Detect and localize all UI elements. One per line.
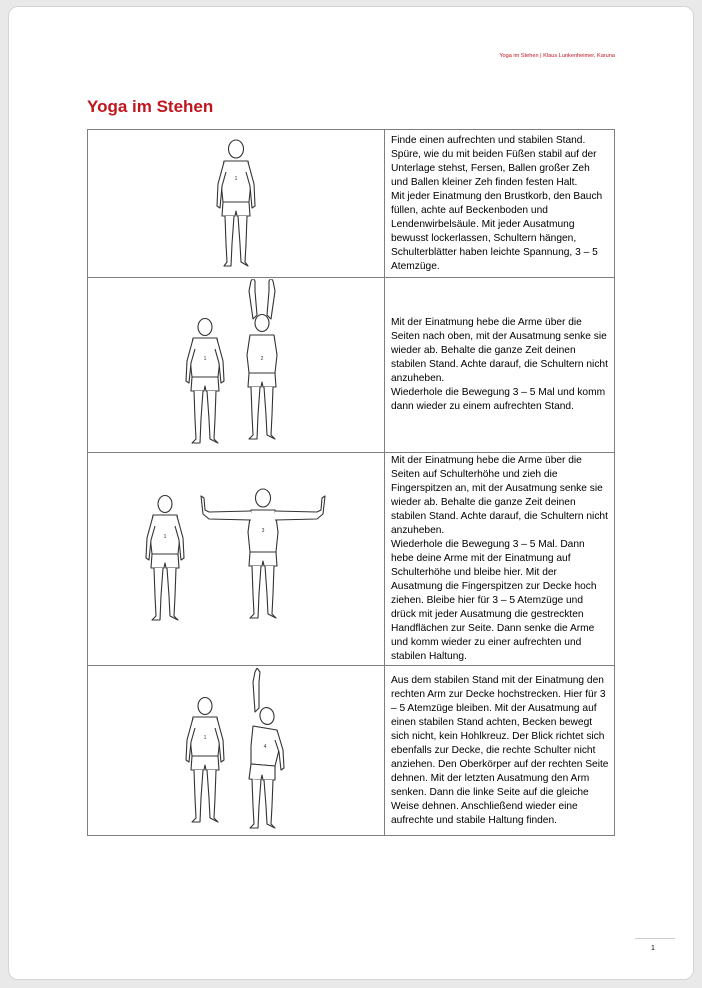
figure-cell [88, 278, 385, 453]
figure-illustration [181, 279, 291, 451]
figure-number: 1 [203, 734, 207, 741]
instruction-cell [385, 130, 615, 278]
table-row [88, 453, 615, 666]
figure-illustration [206, 134, 266, 274]
instruction-text: Mit der Einatmung hebe die Arme über die Seiten nach oben, mit der Ausatmung senke sie wieder ab. Behalte die ganze Zeit deinen stabilen Stand. Achte darauf, die Schultern nicht anzuheben. Wiederhole die Bewegung 3 – 5 Mal und komm dann wieder zu einem aufrechten Stand. [391, 317, 608, 412]
instruction-text: Aus dem stabilen Stand mit der Einatmung den rechten Arm zur Decke hochstrecken. Hier für 3 – 5 Atemzüge bleiben. Mit der Ausatmung auf einen stabilen Stand achten, Becken bewegt sich nicht, kein Hohlkreuz. Der Blick richtet sich ebenfalls zur Decke, die rechte Schulter nicht anziehen. Den Oberkörper auf der rechten Seite dehnen. Mit der letzten Ausatmung den Arm senken. Dann die linke Seite auf die gleiche Weise dehnen. Anschließend wieder eine aufrechte und stabile Haltung finden. [391, 674, 609, 826]
exercise-table [87, 129, 615, 836]
instruction-text: Mit der Einatmung hebe die Arme über die Seiten auf Schulterhöhe und zieh die Fingerspitzen an, mit der Ausatmung senke sie wieder ab. Behalte die ganze Zeit deinen stabilen Stand. Achte darauf, die Schultern nicht anzuheben. Wiederhole die Bewegung 3 – 5 Mal. Dann hebe deine Arme mit der Einatmung auf Schulterhöhe und bleibe hier. Mit der Ausatmung die Fingerspitzen zur Decke hoch ziehen. Bleibe hier für 3 – 5 Atemzüge und drück mit jeder Ausatmung die gestreckten Handflächen zur Seite. Dann senke die Arme und komm wieder zu einer aufrechten und stabilen Haltung. [391, 455, 608, 662]
footer-divider [635, 938, 675, 939]
figure-number: 1 [163, 534, 167, 540]
figure-number: 1 [203, 356, 207, 362]
figure-cell [88, 453, 385, 666]
figure-cell [88, 666, 385, 836]
document-page [8, 6, 694, 980]
figure-illustration [141, 484, 331, 634]
page-number: 1 [651, 945, 655, 952]
instruction-cell [385, 278, 615, 453]
figure-number: 2 [260, 356, 264, 362]
figure-number: 3 [261, 528, 265, 534]
table-row [88, 666, 615, 836]
page-title: Yoga im Stehen [87, 97, 214, 116]
figure-illustration [181, 668, 291, 834]
instruction-cell [385, 666, 615, 836]
instruction-cell [385, 453, 615, 666]
figure-cell [88, 130, 385, 278]
figure-number: 1 [234, 175, 238, 182]
instruction-text: Finde einen aufrechten und stabilen Stand. Spüre, wie du mit beiden Füßen stabil auf der Unterlage stehst, Fersen, Ballen großer Zeh und Ballen kleiner Zeh finden festen Halt. Mit jeder Einatmung den Brustkorb, den Bauch füllen, achte auf Beckenboden und Lendenwirbelsäule. Mit jeder Ausatmung bewusst lockerlassen, Schultern hängen, Schulterblätter haben leichte Spannung, 3 – 5 Atemzüge. [391, 134, 603, 272]
figure-number: 4 [263, 743, 267, 750]
table-row [88, 278, 615, 453]
table-row [88, 130, 615, 278]
running-header: Yoga im Stehen | Klaus Lunkenheimer, Karuna [499, 53, 615, 59]
